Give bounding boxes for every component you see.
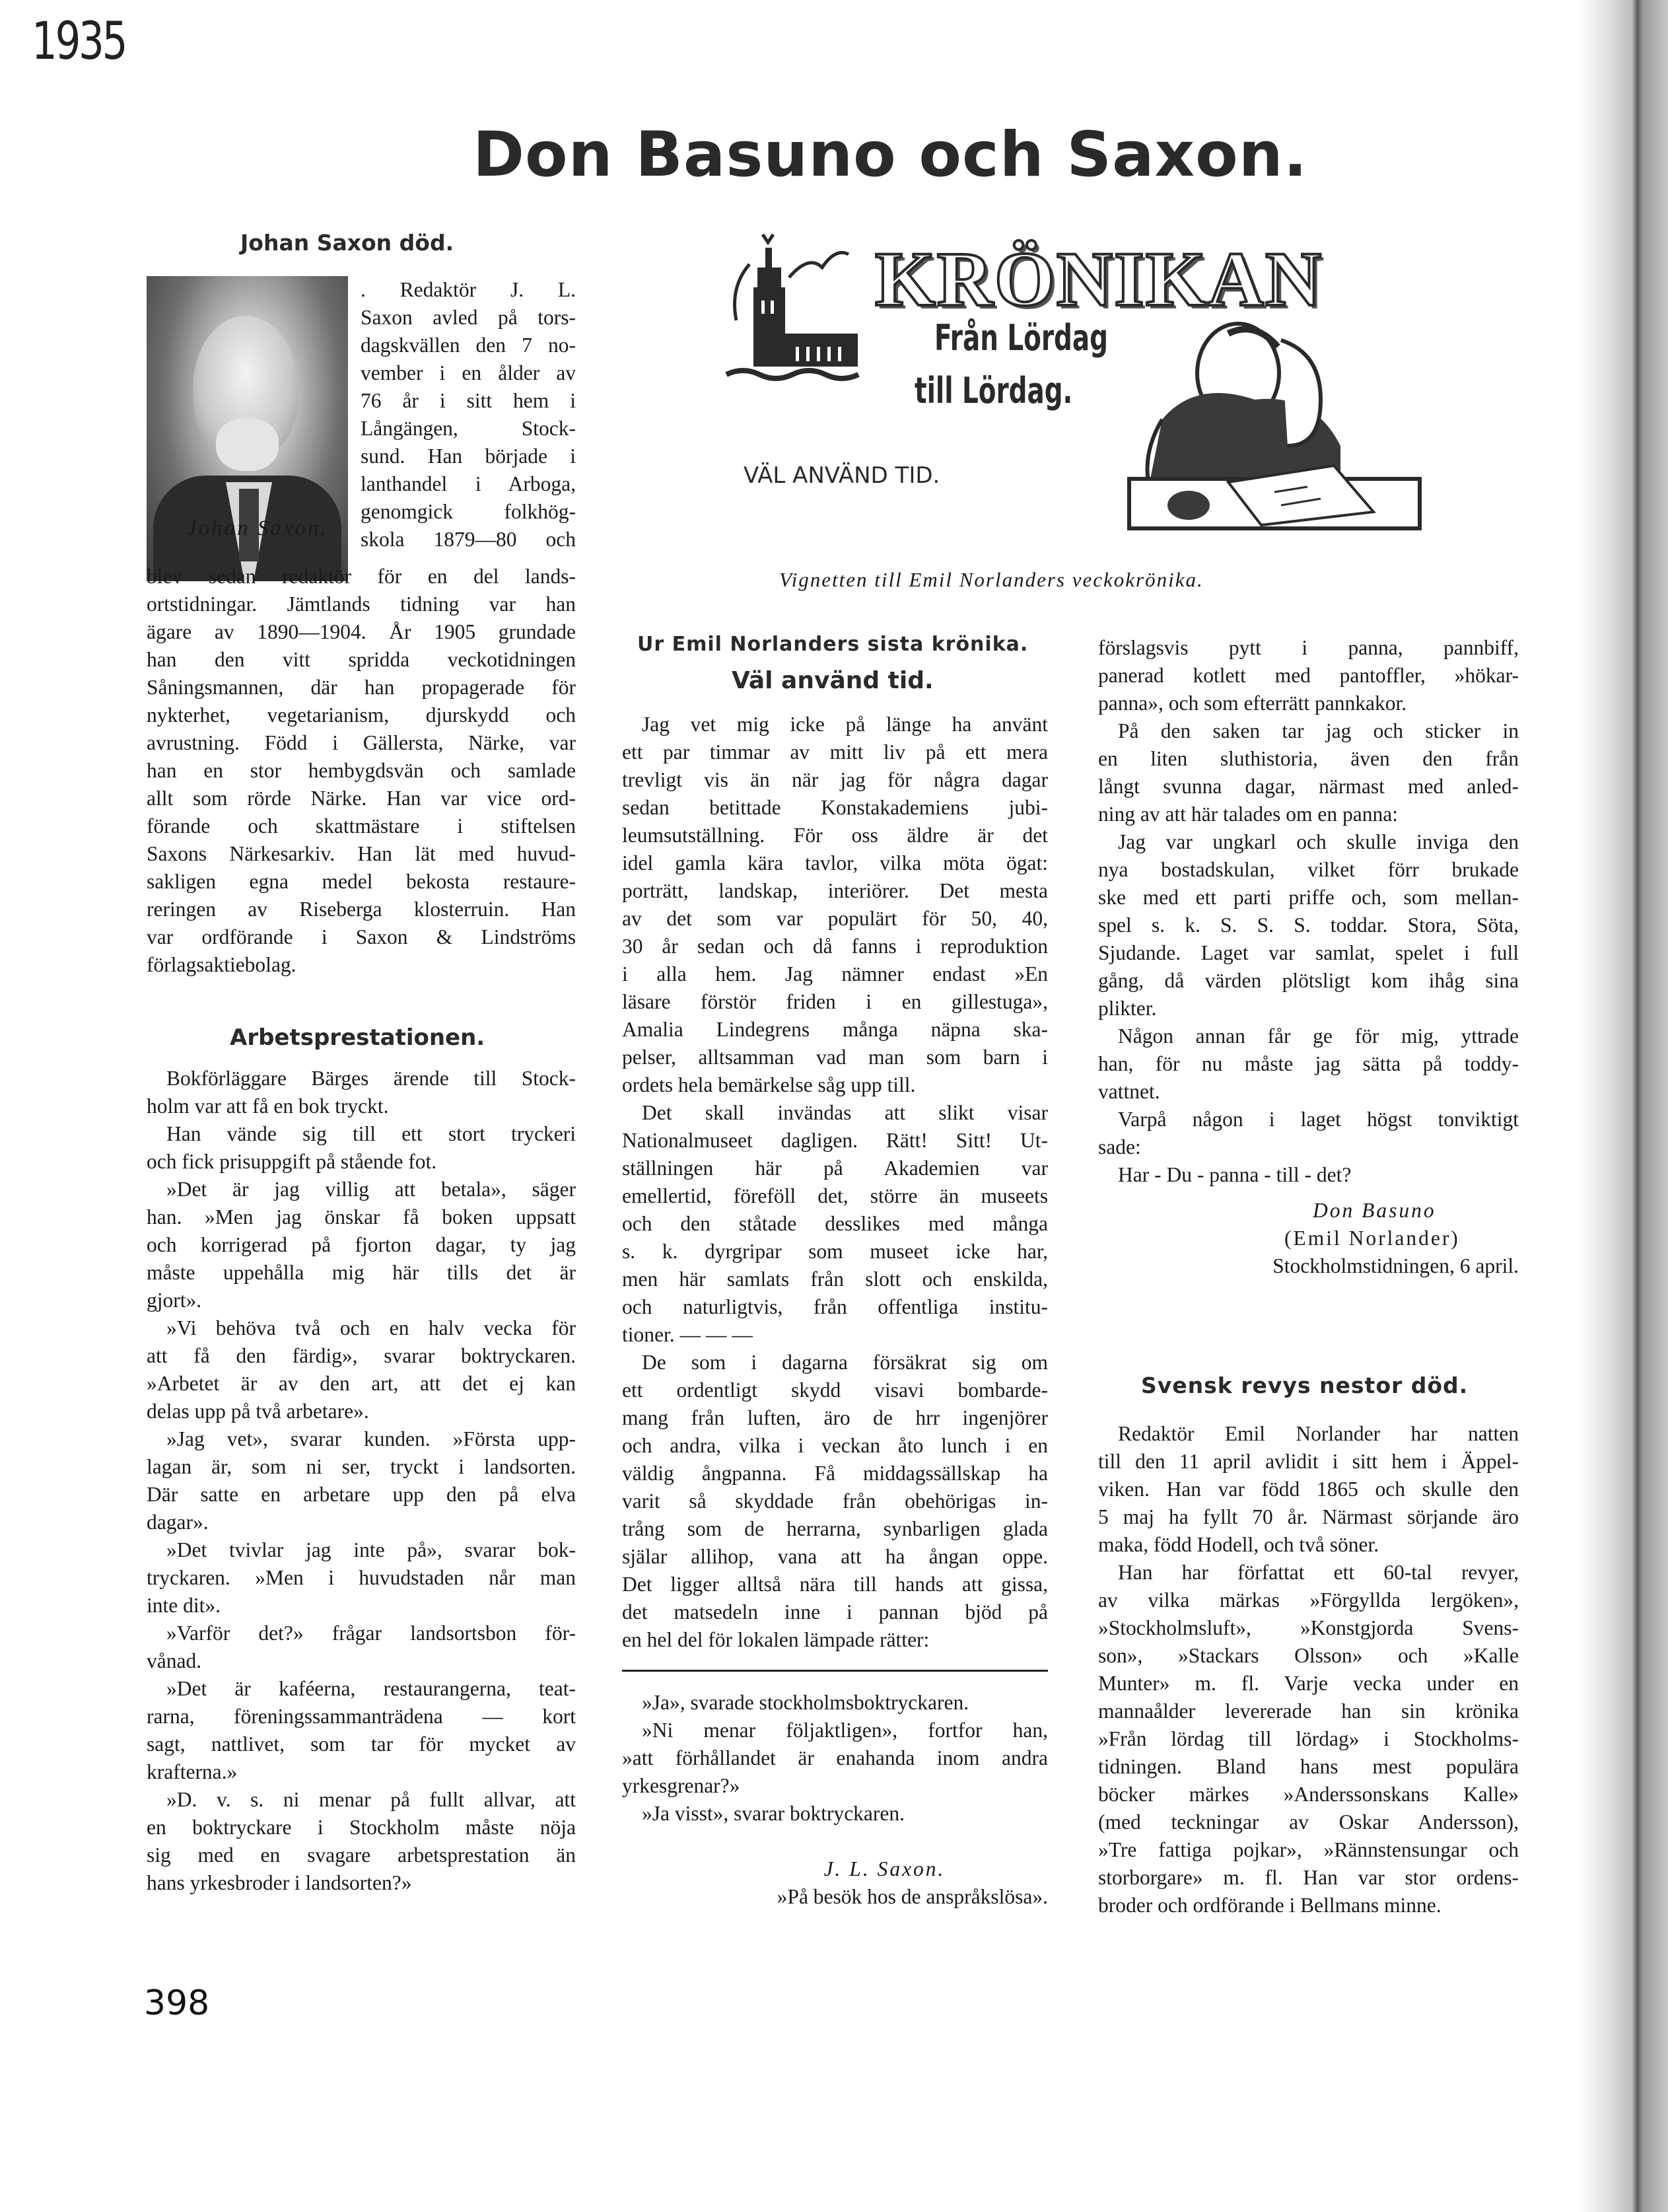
- text-line: han. »Men jag önskar få boken uppsatt: [147, 1205, 576, 1229]
- text-line: »Det är kaféerna, restaurangerna, teat-: [166, 1677, 576, 1700]
- text-line: spel s. k. S. S. S. toddar. Stora, Söta,: [1098, 913, 1519, 937]
- text-line: ordets hela bemärkelse såg upp till.: [622, 1073, 916, 1096]
- text-line: reringen av Riseberga klosterruin. Han: [147, 898, 576, 921]
- text-line: Det ligger alltså nära till hands att gissa,: [622, 1573, 1048, 1596]
- text-line: maka, född Hodell, och två söner.: [1098, 1533, 1379, 1556]
- text-line: idel gamla kära tavlor, vilka möta ögat:: [622, 851, 1048, 874]
- text-line: holm var att få en bok tryckt.: [147, 1094, 389, 1118]
- page-title: Don Basuno och Saxon.: [473, 119, 1308, 191]
- text-line: Sjudande. Laget var samlat, spelet i full: [1098, 941, 1519, 964]
- book-gutter-shadow: [1578, 0, 1668, 2212]
- page-number: 398: [144, 1983, 210, 2023]
- column-divider-rule: [622, 1670, 1048, 1672]
- text-line: nykterhet, vegetarianism, djurskydd och: [147, 703, 576, 727]
- text-line: trevligt vis än när jag för några dagar: [622, 768, 1048, 791]
- text-line: böcker märkes »Anderssonskans Kalle»: [1098, 1783, 1519, 1806]
- text-line: gjort».: [147, 1289, 202, 1312]
- text-line: På den saken tar jag och sticker in: [1118, 719, 1519, 742]
- text-line: Det skall invändas att slikt visar: [642, 1101, 1048, 1124]
- text-line: Munter» m. fl. Varje vecka under en: [1098, 1672, 1519, 1695]
- text-line: viken. Han var född 1865 och skulle den: [1098, 1478, 1519, 1501]
- text-line: förlagsaktiebolag.: [147, 953, 296, 976]
- text-line: och andra, vilka i veckan åto lunch i en: [622, 1434, 1048, 1457]
- text-line: vattnet.: [1098, 1080, 1160, 1103]
- text-line: »Ja», svarade stockholmsboktryckaren.: [642, 1691, 969, 1714]
- text-line: »Tre fattiga pojkar», »Rännstensungar och: [1098, 1838, 1519, 1861]
- text-line: genomgick folkhög-: [361, 500, 576, 523]
- signature-jl-saxon: J. L. Saxon.: [823, 1857, 946, 1880]
- text-line: De som i dagarna försäkrat sig om: [642, 1351, 1048, 1374]
- text-line: och korrigerad på fjorton dagar, ty jag: [147, 1233, 576, 1256]
- text-line: Där satte en arbetare upp den på elva: [147, 1483, 576, 1506]
- text-line: väldig ångpanna. Få middagssällskap ha: [622, 1462, 1048, 1485]
- text-line: . Redaktör J. L.: [361, 278, 576, 301]
- year-label: 1935: [32, 12, 126, 71]
- signature-block-basuno: [1098, 1197, 1519, 1280]
- text-line: vember i en ålder av: [361, 361, 576, 384]
- column-title-val-anvand-tid: VÄL ANVÄND TID.: [744, 462, 940, 489]
- signature-don-basuno: Don Basuno: [1313, 1199, 1436, 1222]
- text-line: 5 maj ha fyllt 70 år. Närmast sörjande äro: [1098, 1505, 1519, 1528]
- text-line: plikter.: [1098, 997, 1157, 1020]
- text-line: Amalia Lindegrens många näpna ska-: [622, 1018, 1048, 1041]
- article-heading-johan-saxon: Johan Saxon död.: [240, 230, 454, 256]
- text-line: 76 år i sitt hem i: [361, 389, 576, 412]
- text-line: och fick prisuppgift på stående fot.: [147, 1150, 437, 1173]
- text-line: inte dit».: [147, 1594, 221, 1617]
- masthead-kronikan: KRÖNIKAN: [875, 236, 1323, 322]
- text-line: s. k. dyrgripar som museet icke har,: [622, 1240, 1048, 1263]
- text-line: Saxons Närkesarkiv. Han lät med huvud-: [147, 842, 576, 865]
- text-line: Har - Du - panna - till - det?: [1118, 1163, 1352, 1186]
- article-body-svensk-revys-nestor: [1098, 1420, 1519, 1919]
- text-line: Långängen, Stock-: [361, 417, 576, 440]
- text-line: sedan betittade Konstakademiens jubi-: [622, 796, 1048, 819]
- article-body-arbetsprestationen: [147, 1065, 576, 1897]
- text-line: Redaktör Emil Norlander har natten: [1118, 1422, 1519, 1445]
- article-body-right-continued: [1098, 634, 1519, 1189]
- text-line: »Från lördag till lördag» i Stockholms-: [1098, 1727, 1519, 1750]
- text-line: Han vände sig till ett stort tryckeri: [166, 1122, 576, 1145]
- writer-at-desk-illustration: [1123, 314, 1426, 532]
- text-line: varit så skyddade från obehörigas in-: [622, 1489, 1048, 1513]
- text-line: en boktryckare i Stockholm måste nöja: [147, 1816, 576, 1839]
- text-line: till den 11 april avlidit i sitt hem i Äppel-: [1098, 1450, 1519, 1473]
- text-line: yrkesgrenar?»: [622, 1774, 740, 1797]
- text-line: 30 år sedan och då fanns i reproduktion: [622, 935, 1048, 958]
- text-line: ett ordentligt skydd visavi bombarde-: [622, 1378, 1048, 1402]
- text-line: tidningen. Bland hans mest populära: [1098, 1755, 1519, 1778]
- text-line: »Ja visst», svarar boktryckaren.: [642, 1802, 905, 1825]
- text-line: delas upp på två arbetare».: [147, 1400, 369, 1423]
- text-line: leumsutställning. För oss äldre är det: [622, 824, 1048, 847]
- text-line: och den ståtade desslikes med många: [622, 1212, 1048, 1235]
- text-line: »Arbetet är av den art, att det ej kan: [147, 1372, 576, 1395]
- text-line: sade:: [1098, 1135, 1141, 1159]
- photo-caption: Johan Saxon.: [187, 517, 328, 540]
- text-line: »Det är jag villig att betala», säger: [166, 1178, 576, 1201]
- text-line: panna», och som efterrätt pannkakor.: [1098, 692, 1407, 715]
- text-line: och naturligtvis, från offentliga institu-: [622, 1295, 1048, 1318]
- text-line: lanthandel i Arboga,: [361, 472, 576, 495]
- text-line: panerad kotlett med pantoffler, »hökar-: [1098, 664, 1519, 687]
- text-line: sakligen egna medel bekosta restaure-: [147, 870, 576, 893]
- text-line: Nationalmuseet dagligen. Rätt! Sitt! Ut-: [622, 1129, 1048, 1152]
- text-line: dagar».: [147, 1511, 209, 1534]
- article-heading-arbetsprestationen: Arbetsprestationen.: [230, 1024, 485, 1051]
- text-line: ske med ett parti priffe och, som mellan-: [1098, 886, 1519, 909]
- text-line: ett par timmar av mitt liv på ett mera: [622, 740, 1048, 764]
- text-line: tryckaren. »Men i huvudstaden når man: [147, 1566, 576, 1589]
- source-citation-right: Stockholmstidningen, 6 april.: [1272, 1254, 1519, 1277]
- text-line: sagt, nattlivet, som tar för mycket av: [147, 1732, 576, 1756]
- text-line: avrustning. Född i Gällersta, Närke, var: [147, 731, 576, 754]
- text-line: emellertid, föreföll det, större än museets: [622, 1184, 1048, 1207]
- text-line: broder och ordförande i Bellmans minne.: [1098, 1894, 1442, 1917]
- article-heading-svensk-revys-nestor: Svensk revys nestor död.: [1141, 1373, 1469, 1398]
- text-line: son», »Stackars Olsson» och »Kalle: [1098, 1644, 1519, 1667]
- text-line: Han har författat ett 60-tal revyer,: [1118, 1561, 1519, 1584]
- text-line: långt svunna dagar, närmast med anled-: [1098, 775, 1519, 798]
- text-line: Varpå någon i laget högst tonviktigt: [1118, 1108, 1519, 1131]
- text-line: »Varför det?» frågar landsortsbon för-: [166, 1622, 576, 1645]
- text-line: Saxon avled på tors-: [361, 306, 576, 329]
- signature-real-name: (Emil Norlander): [1284, 1227, 1460, 1250]
- text-line: han en stor hembygdsvän och samlade: [147, 759, 576, 782]
- text-line: men här samlats från slott och enskilda,: [622, 1267, 1048, 1291]
- text-line: Jag vet mig icke på länge ha använt: [642, 713, 1048, 736]
- text-line: lagan är, som ni ser, tryckt i landsorten.: [147, 1455, 576, 1478]
- masthead-subtitle-line1: Från Lördag: [934, 317, 1108, 359]
- article-body-continuation: [622, 1689, 1048, 1828]
- text-line: ställningen här på Akademien var: [622, 1157, 1048, 1180]
- text-line: att få den färdig», svarar boktryckaren.: [147, 1344, 576, 1367]
- text-line: var ordförande i Saxon & Lindströms: [147, 925, 576, 948]
- text-line: tioner. — — —: [622, 1323, 753, 1346]
- text-line: en hel del för lokalen lämpade rätter:: [622, 1628, 930, 1651]
- text-line: rarna, föreningssammanträdena — kort: [147, 1705, 576, 1728]
- text-line: Bokförläggare Bärges ärende till Stock-: [166, 1067, 576, 1090]
- source-citation-middle: »På besök hos de anspråkslösa».: [777, 1885, 1048, 1908]
- text-line: ortstidningar. Jämtlands tidning var han: [147, 592, 576, 616]
- text-line: vånad.: [147, 1649, 202, 1672]
- text-line: det matsedeln inne i pannan bjöd på: [622, 1600, 1048, 1623]
- text-line: »att förhållandet är enahanda inom andra: [622, 1746, 1048, 1769]
- article-body-val-anvand-tid: [622, 711, 1048, 1654]
- text-line: förslagsvis pytt i panna, pannbiff,: [1098, 636, 1519, 659]
- text-line: »Vi behöva två och en halv vecka för: [166, 1316, 576, 1339]
- text-line: måste uppehålla mig här tills det är: [147, 1261, 576, 1284]
- text-line: krafterna.»: [147, 1760, 238, 1783]
- photo-beard: [216, 418, 279, 471]
- text-line: »D. v. s. ni menar på fullt allvar, att: [166, 1788, 576, 1811]
- text-line: Jag var ungkarl och skulle inviga den: [1118, 830, 1519, 853]
- text-line: skola 1879—80 och: [361, 528, 576, 551]
- text-line: ägare av 1890—1904. År 1905 grundade: [147, 620, 576, 643]
- text-line: »Ni menar följaktligen», fortfor han,: [642, 1719, 1048, 1742]
- kronikan-vignette: [716, 221, 1430, 545]
- article-heading-val-anvand-tid: Väl använd tid.: [732, 667, 934, 694]
- text-line: sig med en svagare arbetsprestation än: [147, 1843, 576, 1867]
- text-line: han den vitt spridda veckotidningen: [147, 648, 576, 671]
- text-line: pelser, alltsamman vad man som barn i: [622, 1046, 1048, 1069]
- masthead-subtitle-line2: till Lördag.: [915, 370, 1073, 411]
- text-line: mang från luften, äro de hrr ingenjörer: [622, 1406, 1048, 1429]
- stadshuset-tower-icon: [723, 228, 875, 400]
- text-line: Någon annan får ge för mig, yttrade: [1118, 1024, 1519, 1048]
- text-line: av vilka märkas »Förgyllda lergöken»,: [1098, 1588, 1519, 1612]
- text-line: blev sedan redaktör för en del lands-: [147, 565, 576, 588]
- text-line: nya bostadskulan, vilket förr brukade: [1098, 858, 1519, 881]
- text-line: han, för nu måste jag sätta på toddy-: [1098, 1052, 1519, 1075]
- text-line: sund. Han började i: [361, 445, 576, 468]
- text-line: »Jag vet», svarar kunden. »Första upp-: [166, 1427, 576, 1450]
- article-body-johan-saxon: [147, 563, 576, 979]
- text-line: ning av att här talades om en panna:: [1098, 803, 1398, 826]
- text-line: själar allihop, vana att ha ångan oppe.: [622, 1545, 1048, 1568]
- text-line: förande och skattmästare i stiftelsen: [147, 814, 576, 838]
- vignette-caption: Vignetten till Emil Norlanders veckokrönika.: [779, 568, 1204, 591]
- text-line: »Det tvivlar jag inte på», svarar bok-: [166, 1538, 576, 1561]
- article-kicker-norlander: Ur Emil Norlanders sista krönika.: [637, 633, 1029, 656]
- text-line: Såningsmannen, där han propagerade för: [147, 676, 576, 699]
- text-line: trång som de herrarna, synbarligen glada: [622, 1517, 1048, 1540]
- text-line: (med teckningar av Oskar Andersson),: [1098, 1810, 1519, 1834]
- text-line: porträtt, landskap, interiörer. Det mesta: [622, 879, 1048, 902]
- text-line: hans yrkesbroder i landsorten?»: [147, 1871, 412, 1894]
- text-line: i alla hem. Jag nämner endast »En: [622, 962, 1048, 985]
- text-line: gång, då värden plötsligt kom ihåg sina: [1098, 969, 1519, 992]
- text-line: allt som rörde Närke. Han var vice ord-: [147, 787, 576, 810]
- text-line: en liten sluthistoria, även den från: [1098, 747, 1519, 770]
- text-line: mannaålder levererade han sin krönika: [1098, 1699, 1519, 1723]
- text-line: »Stockholmsluft», »Konstgjorda Svens-: [1098, 1616, 1519, 1639]
- text-line: av det som var populärt för 50, 40,: [622, 907, 1048, 930]
- text-line: dagskvällen den 7 no-: [361, 334, 576, 357]
- signature-block-saxon: [622, 1855, 1048, 1911]
- text-line: storborgare» m. fl. Han var stor ordens-: [1098, 1866, 1519, 1889]
- text-line: läsare förstör friden i en gillestuga»,: [622, 990, 1048, 1013]
- article-body-beside-photo: [361, 276, 576, 553]
